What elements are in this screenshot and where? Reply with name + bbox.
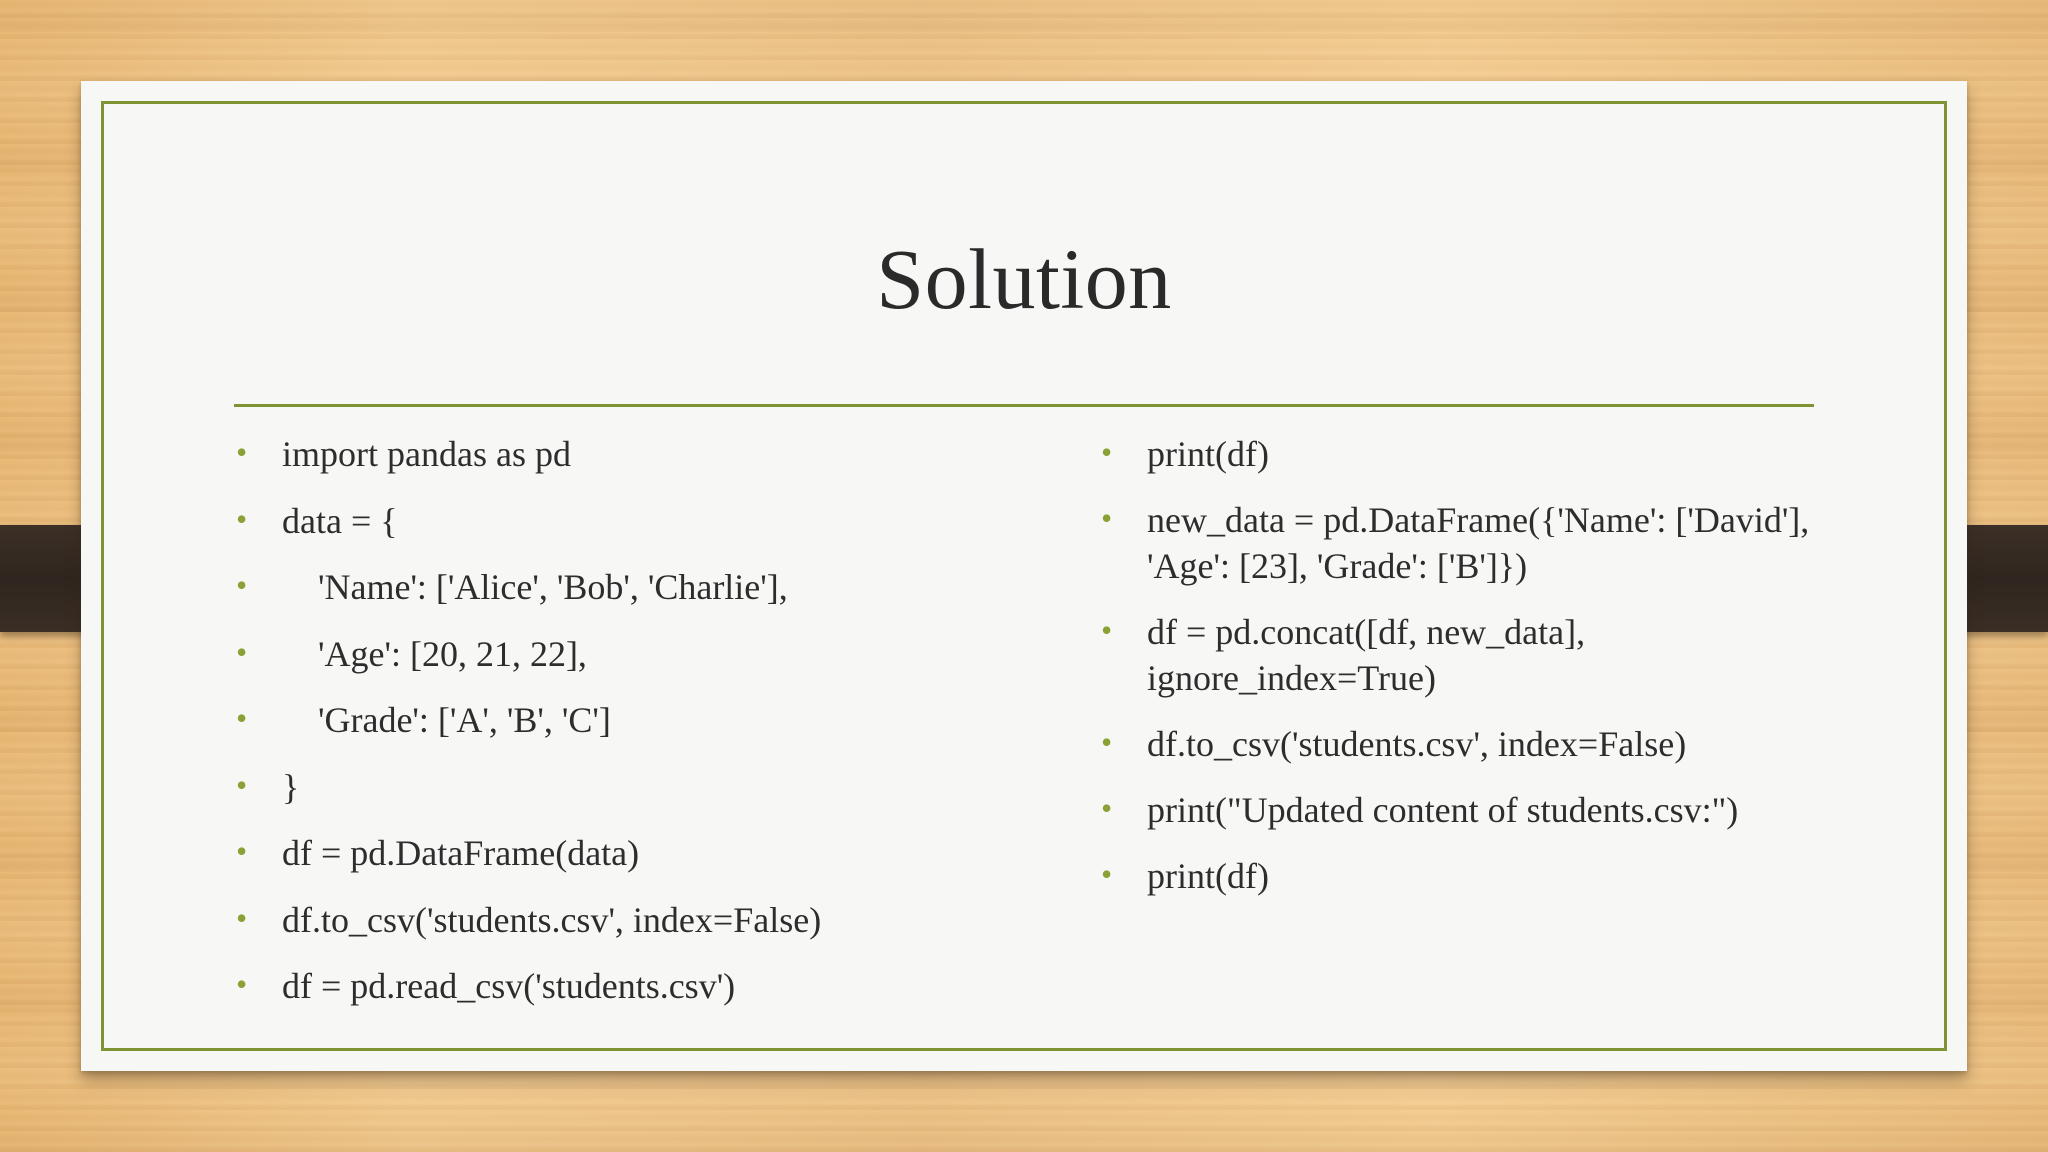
list-item <box>1099 609 1839 701</box>
list-item <box>234 764 1034 810</box>
slide <box>81 81 1967 1071</box>
list-item <box>234 564 1034 610</box>
slide-title: Solution <box>876 231 1172 327</box>
list-item <box>234 963 1034 1009</box>
bullet-icon: • <box>236 766 248 803</box>
bullet-icon: • <box>236 434 248 470</box>
list-item <box>1099 853 1839 899</box>
bullet-icon: • <box>236 966 248 1002</box>
bullet-icon: • <box>236 700 248 736</box>
code-line: print(df) <box>1147 434 1269 474</box>
left-code-list <box>234 431 1034 1030</box>
bullet-icon: • <box>1101 612 1113 648</box>
code-line: } <box>282 766 300 807</box>
bullet-icon: • <box>236 633 248 670</box>
list-item <box>234 697 1034 743</box>
code-line: 'Name': ['Alice', 'Bob', 'Charlie'], <box>282 567 788 607</box>
list-item <box>1099 497 1839 589</box>
bullet-icon: • <box>236 567 248 603</box>
code-line: print("Updated content of students.csv:") <box>1147 790 1739 830</box>
code-line: df.to_csv('students.csv', index=False) <box>282 899 822 940</box>
bullet-icon: • <box>236 833 248 869</box>
list-item <box>234 631 1034 677</box>
list-item <box>234 830 1034 876</box>
code-line: data = { <box>282 500 398 541</box>
list-item <box>1099 787 1839 833</box>
code-line: new_data = pd.DataFrame({'Name': ['David'], 'Age': [23], 'Grade': ['B']}) <box>1147 500 1819 586</box>
code-line: print(df) <box>1147 856 1269 896</box>
list-item <box>234 431 1034 477</box>
code-line: 'Grade': ['A', 'B', 'C'] <box>282 700 611 740</box>
list-item <box>234 498 1034 544</box>
title-divider <box>234 404 1814 407</box>
list-item <box>1099 431 1839 477</box>
bullet-icon: • <box>236 899 248 936</box>
list-item <box>234 897 1034 943</box>
bullet-icon: • <box>1101 434 1113 470</box>
code-line: 'Age': [20, 21, 22], <box>282 633 587 674</box>
bullet-icon: • <box>1101 790 1113 826</box>
code-line: df = pd.concat([df, new_data], ignore_index=True) <box>1147 612 1595 698</box>
code-line: df = pd.DataFrame(data) <box>282 833 640 873</box>
code-line: df.to_csv('students.csv', index=False) <box>1147 724 1687 764</box>
code-line: import pandas as pd <box>282 434 571 474</box>
bullet-icon: • <box>1101 856 1113 892</box>
list-item <box>1099 721 1839 767</box>
bullet-icon: • <box>1101 500 1113 536</box>
code-line: df = pd.read_csv('students.csv') <box>282 966 736 1006</box>
bullet-icon: • <box>1101 724 1113 760</box>
right-code-list <box>1099 431 1839 919</box>
bullet-icon: • <box>236 500 248 537</box>
